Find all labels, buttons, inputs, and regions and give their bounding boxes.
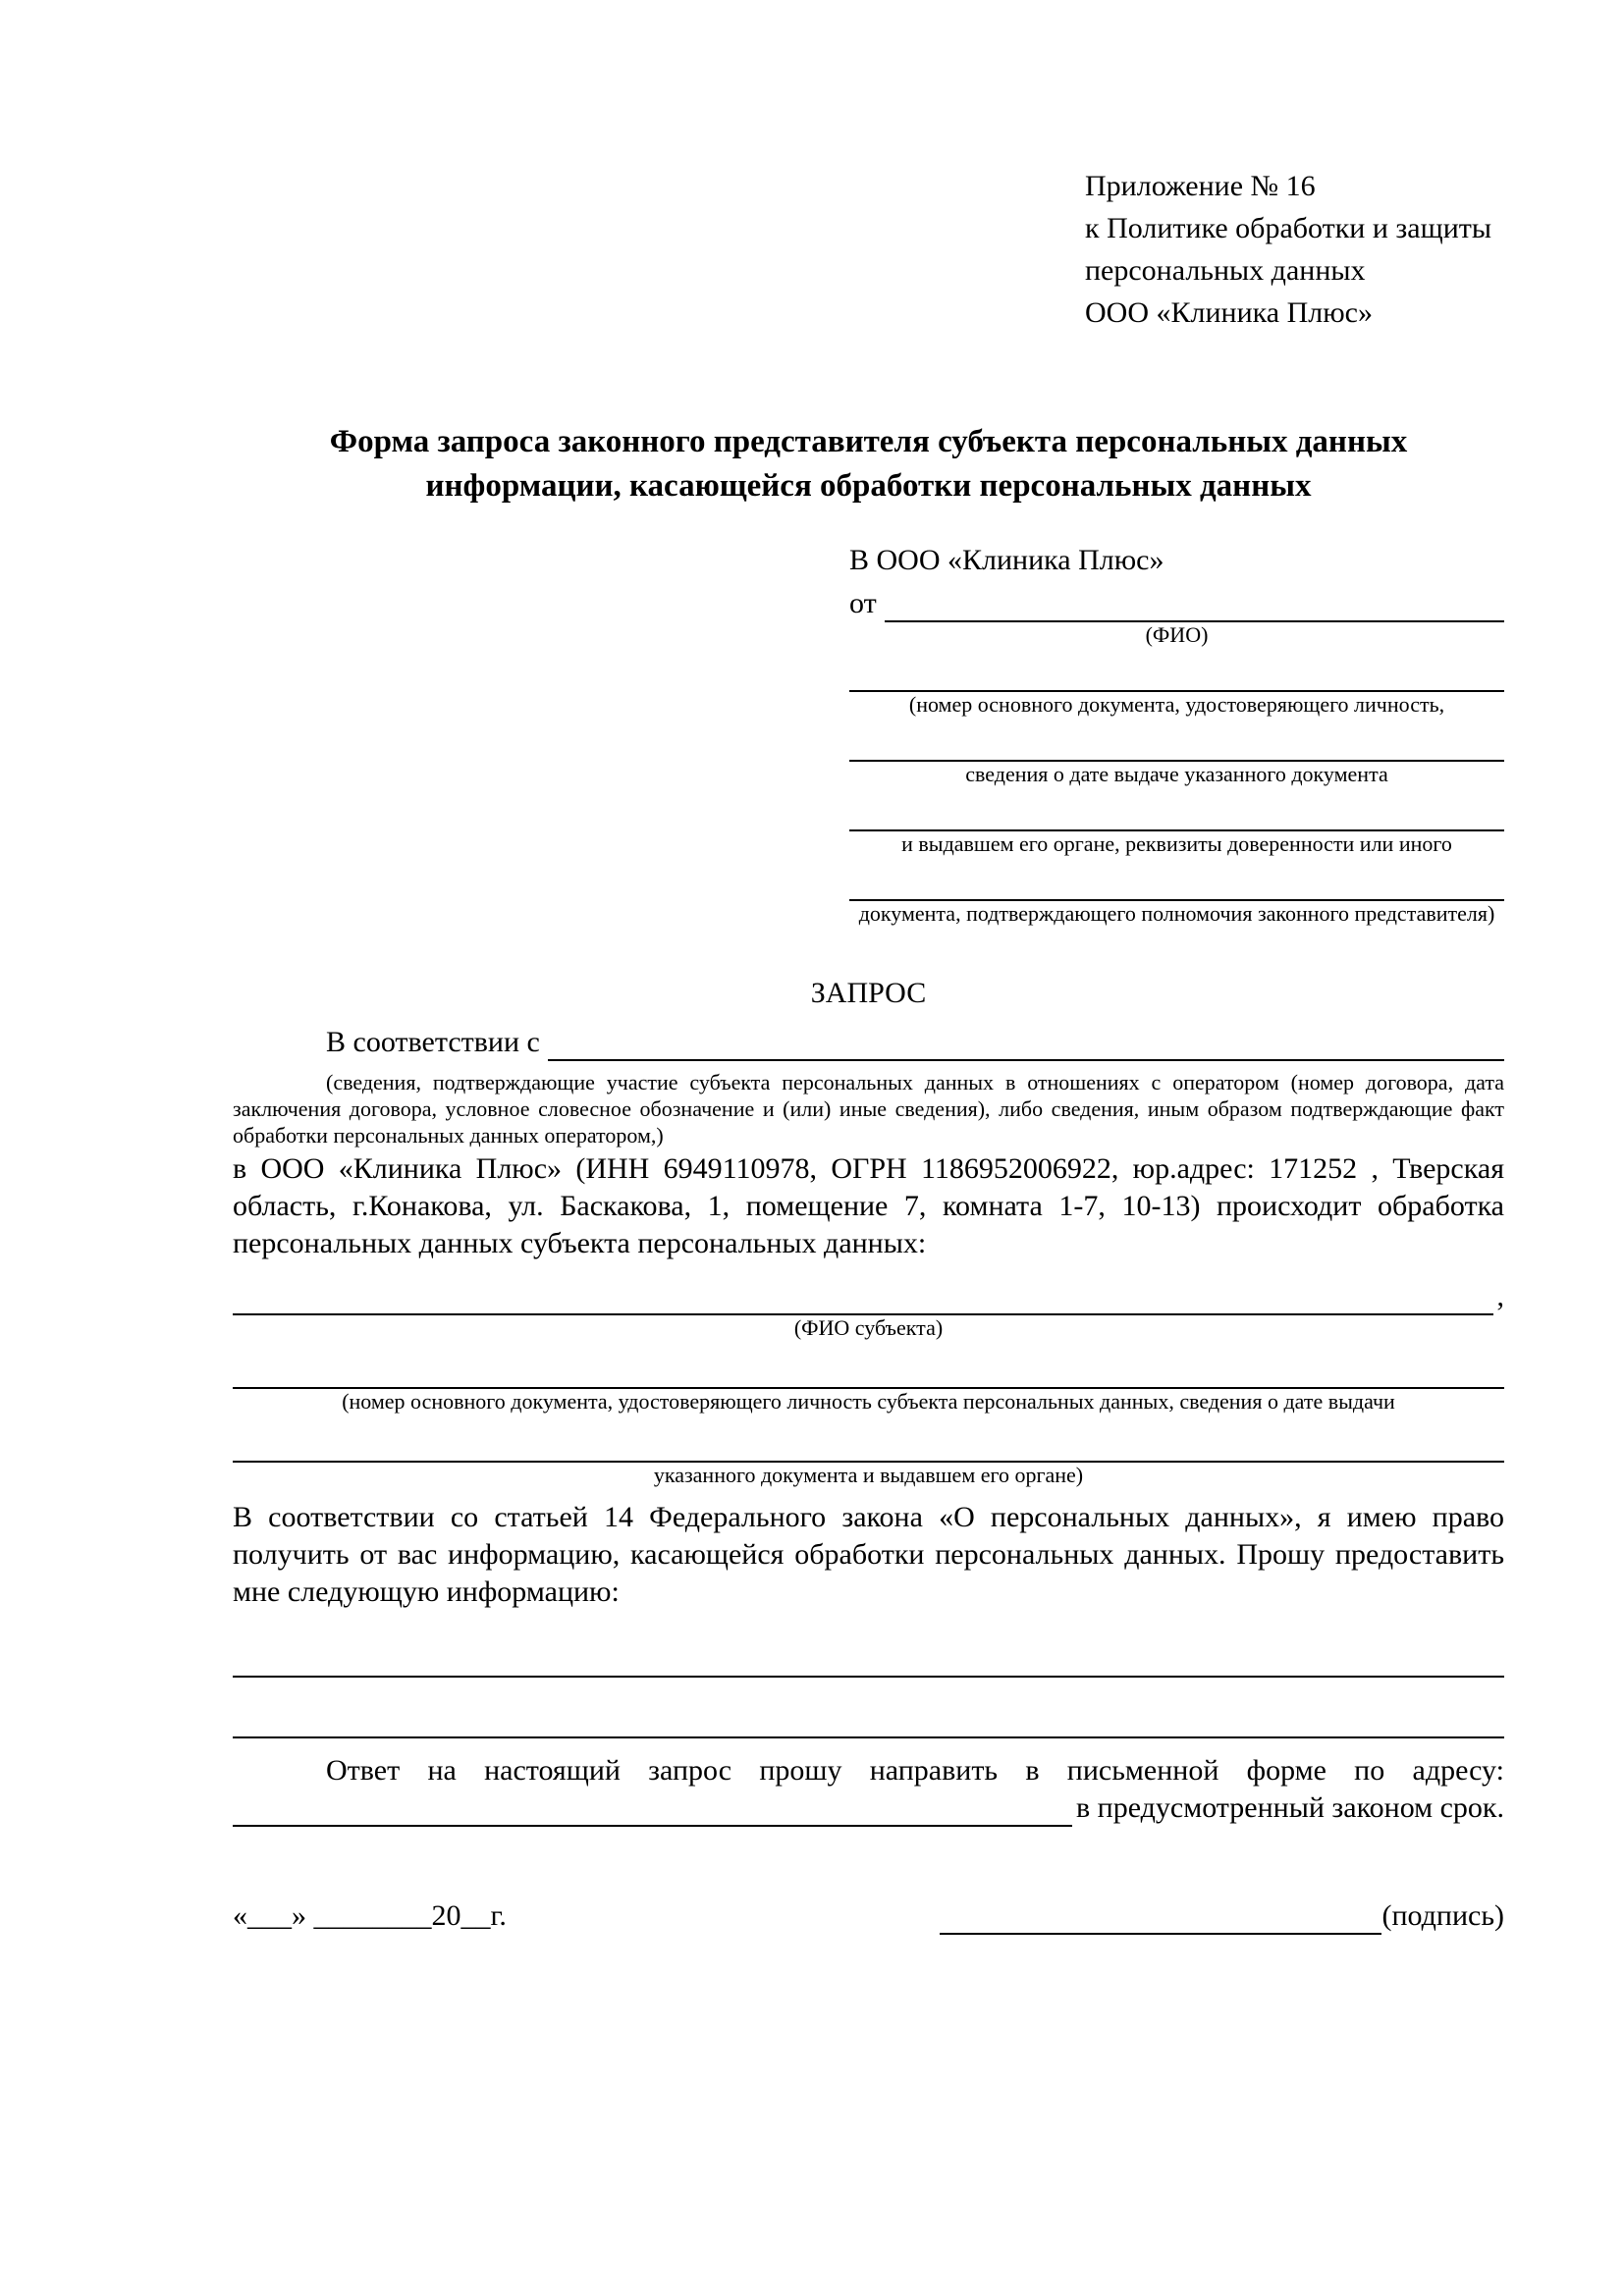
from-blank-line — [885, 593, 1504, 622]
law-paragraph: В соответствии со статьей 14 Федерального закона «О персональных данных», я имею право получить от вас информацию, касающейся обработки персональных данных. Прошу предоставить мне следующую информацию: — [233, 1501, 1504, 1608]
answer-address-row — [233, 1789, 1504, 1827]
subject-doc-caption-2: указанного документа и выдавшем его органе) — [653, 1463, 1084, 1487]
issue-date-blank-line — [849, 717, 1504, 762]
appendix-line-1: Приложение № 16 — [1085, 170, 1316, 202]
subject-fio-row — [233, 1278, 1504, 1315]
accordance-label: В соответствии с — [326, 1026, 540, 1058]
authority-doc-caption: документа, подтверждающего полномочия законного представителя) — [858, 901, 1495, 926]
accordance-blank-line — [548, 1032, 1504, 1061]
footer-row — [233, 1897, 1504, 1935]
accordance-row — [233, 1024, 1504, 1061]
form-title-line-1: Форма запроса законного представителя субъекта персональных данных — [329, 424, 1408, 459]
form-title-line-2: информации, касающейся обработки персональных данных — [425, 468, 1312, 504]
issue-date-caption: сведения о дате выдаче указанного документа — [965, 762, 1388, 786]
from-label: от — [849, 587, 877, 619]
fio-caption: (ФИО) — [1145, 622, 1209, 647]
appendix-line-3: персональных данных — [1085, 254, 1366, 287]
signature-blank-line — [940, 1905, 1381, 1935]
subject-doc-caption-1: (номер основного документа, удостоверяющего личность субъекта персональных данных, сведения о дате выдачи — [342, 1389, 1395, 1414]
issuer-blank-line — [849, 786, 1504, 831]
request-heading: ЗАПРОС — [810, 977, 927, 1009]
date-field: «___» ________20__г. — [233, 1899, 507, 1932]
addressee-org: В ООО «Клиника Плюс» — [849, 544, 1164, 576]
signature-group — [940, 1897, 1504, 1935]
authority-doc-blank-line — [849, 856, 1504, 901]
appendix-line-2: к Политике обработки и защиты — [1085, 212, 1492, 244]
trailing-comma: , — [1496, 1280, 1504, 1312]
from-row — [849, 585, 1504, 622]
addressee-block — [849, 542, 1504, 926]
form-title — [233, 420, 1504, 508]
info-blank-line-2 — [233, 1678, 1504, 1738]
issuer-caption: и выдавшем его органе, реквизиты доверенности или иного — [901, 831, 1452, 856]
doc-number-caption: (номер основного документа, удостоверяющего личность, — [908, 692, 1445, 717]
appendix-header — [1085, 165, 1504, 334]
subject-fio-blank-line — [233, 1286, 1493, 1315]
address-blank-line — [233, 1797, 1072, 1827]
signature-caption: (подпись) — [1381, 1899, 1504, 1932]
subject-doc-blank-line-1 — [233, 1340, 1504, 1389]
doc-number-blank-line — [849, 647, 1504, 692]
operator-paragraph: в ООО «Клиника Плюс» (ИНН 6949110978, ОГРН 1186952006922, юр.адрес: 171252 , Тверская область, г.Конакова, ул. Баскакова, 1, помещение 7, комната 1-7, 10-13) происходит обработка персональных данных субъекта персональных данных: — [233, 1152, 1504, 1259]
info-blank-line-1 — [233, 1654, 1504, 1678]
fine-print-note: (сведения, подтверждающие участие субъекта персональных данных в отношениях с оператором (номер договора, дата заключения договора, условное словесное обозначение и (или) иные сведения), либо сведения, иным образом подтверждающие факт обработки персональных данных оператором,) — [233, 1070, 1504, 1148]
subject-fio-caption: (ФИО субъекта) — [793, 1315, 944, 1340]
subject-doc-blank-line-2 — [233, 1414, 1504, 1463]
appendix-line-4: ООО «Клиника Плюс» — [1085, 296, 1373, 329]
answer-deadline: в предусмотренный законом срок. — [1076, 1791, 1504, 1824]
answer-intro: Ответ на настоящий запрос прошу направить в письменной форме по адресу: — [326, 1754, 1504, 1787]
